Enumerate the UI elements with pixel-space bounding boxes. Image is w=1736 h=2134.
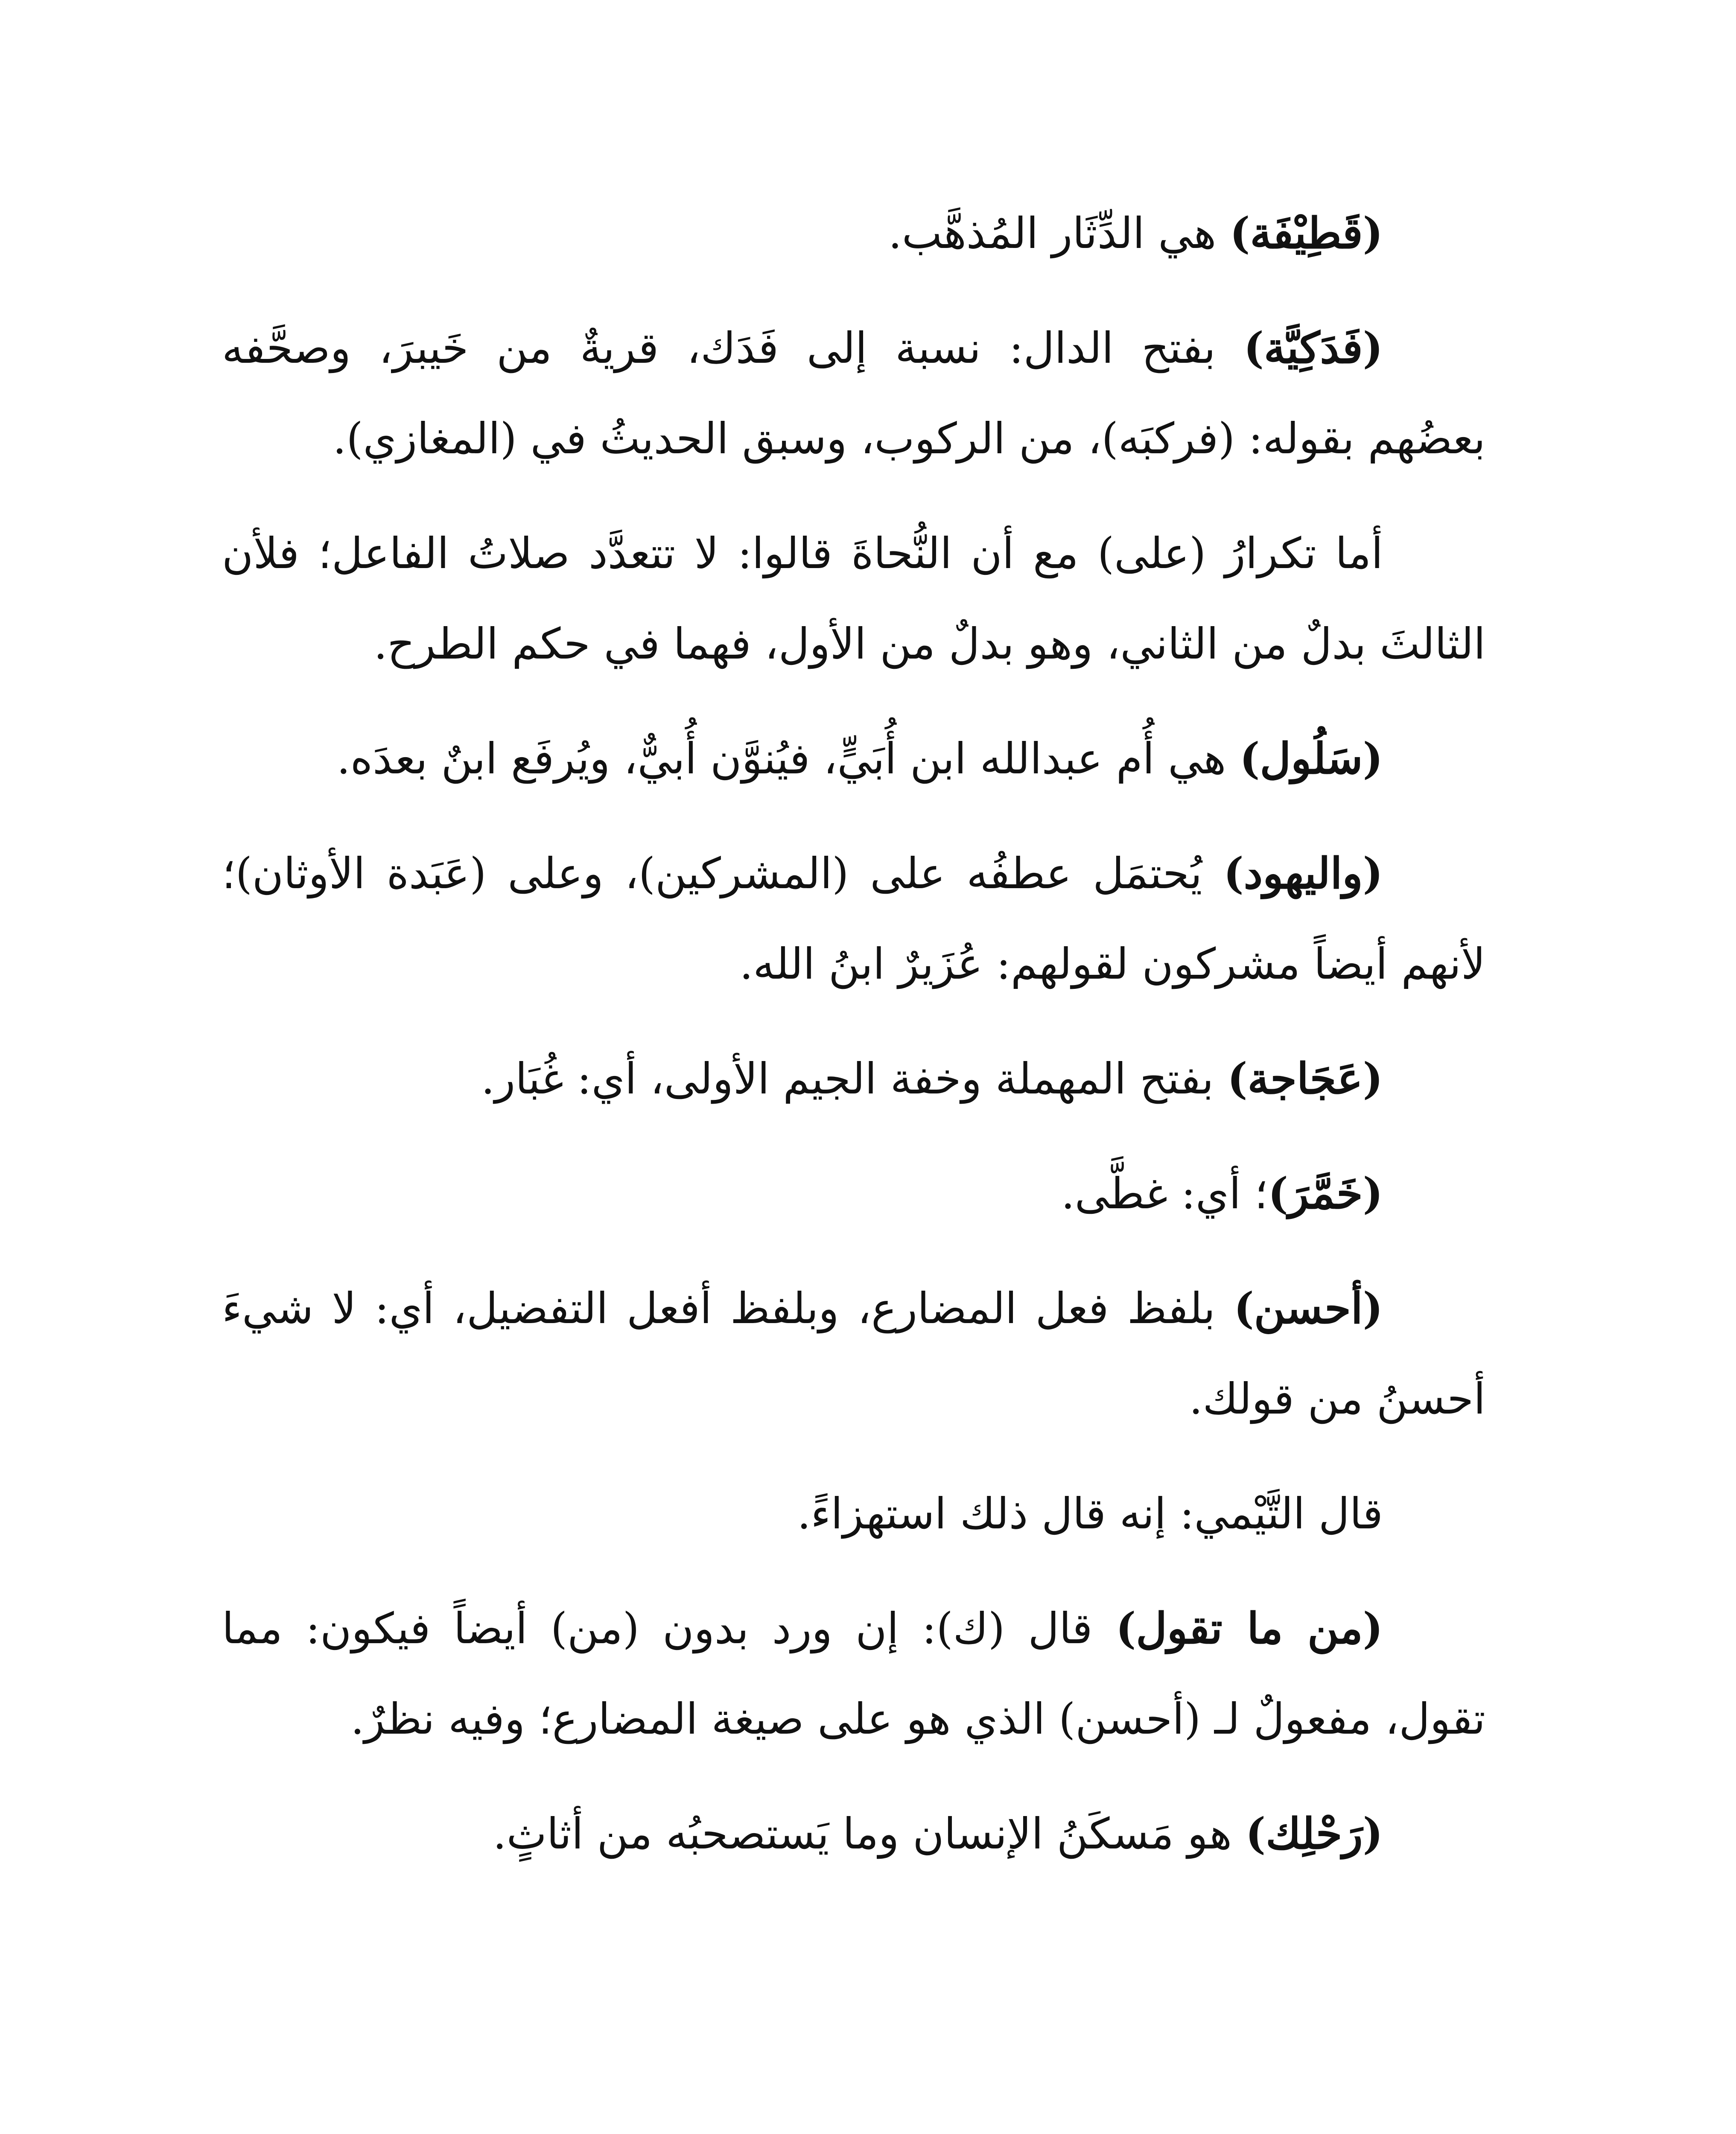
entry-term: (فَدَكِيَّة) [1243, 323, 1383, 373]
entry-text: ؛ أي: غطَّى. [1061, 1169, 1268, 1219]
entry-text: هو مَسكَنُ الإنسان وما يَستصحبُه من أثاثٍ. [493, 1809, 1246, 1859]
entry-qatifa [222, 188, 1485, 279]
entry-ahsan [222, 1263, 1485, 1444]
entry-text: قال التَّيْمي: إنه قال ذلك استهزاءً. [797, 1489, 1383, 1539]
commentary-text [222, 188, 1485, 1903]
entry-text: يُحتمَل عطفُه على (المشركين)، وعلى (عَبَدة الأوثان)؛ لأنهم أيضاً مشركون لقولهم: عُزَيرٌ ابنُ الله. [222, 848, 1485, 989]
entry-salul [222, 713, 1485, 804]
entry-text: بفتح المهملة وخفة الجيم الأولى، أي: غُبَار. [481, 1054, 1228, 1104]
entry-text: أما تكرارُ (على) مع أن النُّحاةَ قالوا: لا تتعدَّد صلاتُ الفاعل؛ فلأن الثالثَ بدلٌ من الثاني، وهو بدلٌ من الأول، فهما في حكم الطرح. [222, 528, 1485, 669]
entry-text: هي الدِّثَار المُذهَّب. [888, 208, 1230, 258]
entry-term: (سَلُول) [1240, 733, 1383, 784]
entry-yahud [222, 828, 1485, 1009]
entry-text: هي أُم عبدالله ابن أُبَيٍّ، فيُنوَّن أُبيٌّ، ويُرفَع ابنٌ بعدَه. [336, 734, 1240, 784]
entry-text: بلفظ فعل المضارع، وبلفظ أفعل التفضيل، أي: لا شيءَ أحسنُ من قولك. [222, 1283, 1485, 1424]
entry-taymi [222, 1468, 1485, 1559]
entry-term: (أحسن) [1234, 1283, 1383, 1333]
entry-rahlik [222, 1788, 1485, 1879]
entry-term: (عَجَاجة) [1227, 1053, 1383, 1104]
entry-term: (من ما تقول) [1115, 1603, 1383, 1653]
entry-term: (رَحْلِك) [1245, 1808, 1383, 1859]
entry-text: بفتح الدال: نسبة إلى فَدَك، قريةٌ من خَيبرَ، وصحَّفه بعضُهم بقوله: (فركبَه)، من الركوب، وسبق الحديثُ في (المغازي). [222, 323, 1485, 464]
entry-ajaja [222, 1033, 1485, 1124]
entry-fadakiyya [222, 303, 1485, 484]
entry-min-ma-taqul [222, 1583, 1485, 1764]
entry-term: (خَمَّرَ) [1268, 1168, 1383, 1219]
entry-term: (واليهود) [1223, 848, 1383, 898]
entry-text: قال (ك): إن ورد بدون (من) أيضاً فيكون: مما تقول، مفعولٌ لـ (أحسن) الذي هو على صيغة المضارع؛ وفيه نظرٌ. [222, 1603, 1485, 1744]
entry-khammara [222, 1148, 1485, 1239]
entry-repetition-ala [222, 508, 1485, 689]
entry-term: (قَطِيْفَة) [1230, 208, 1383, 258]
